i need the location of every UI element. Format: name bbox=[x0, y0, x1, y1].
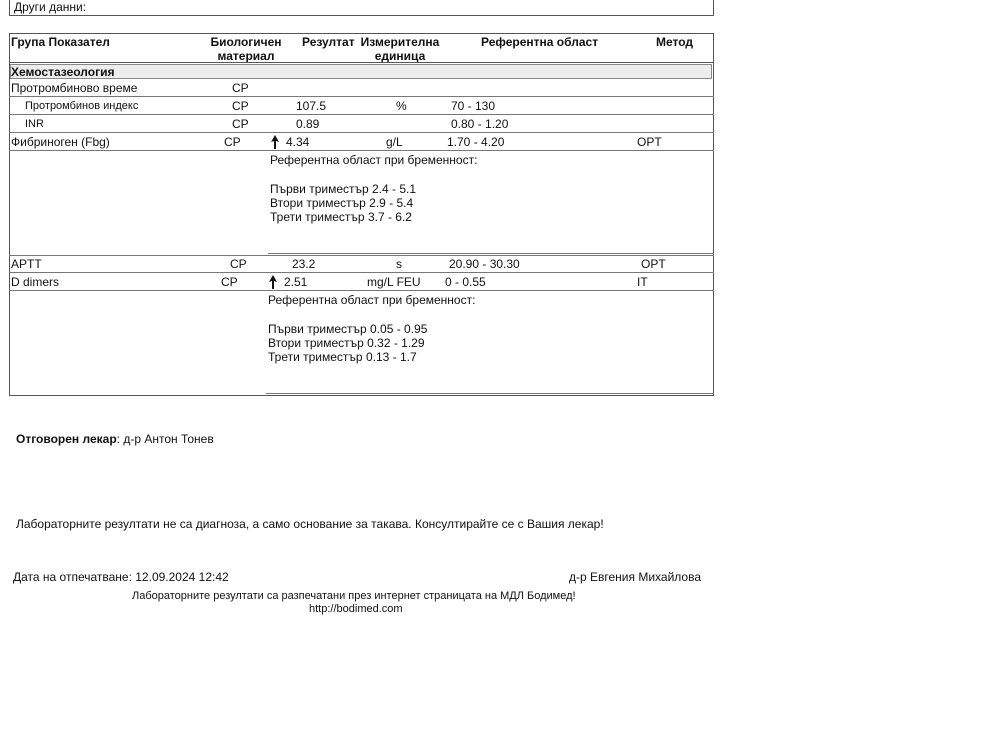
high-value-arrow-icon bbox=[268, 275, 278, 289]
row-divider bbox=[9, 114, 714, 115]
note-title: Референтна област при бременност: bbox=[270, 153, 478, 167]
row-material: СР bbox=[221, 275, 238, 289]
row-name: Фибриноген (Fbg) bbox=[11, 135, 110, 149]
responsible-doctor-name: : д-р Антон Тонев bbox=[116, 432, 214, 446]
section-title: Хемостазеология bbox=[11, 65, 115, 79]
row-material: СР bbox=[224, 135, 241, 149]
header-method: Метод bbox=[656, 35, 694, 49]
print-date: Дата на отпечатване: 12.09.2024 12:42 bbox=[13, 570, 229, 584]
row-unit: mg/L FEU bbox=[367, 275, 421, 289]
row-name: INR bbox=[25, 118, 44, 130]
note-line: Втори триместър 2.9 - 5.4 bbox=[270, 196, 414, 210]
header-group: Група Показател bbox=[11, 35, 110, 49]
footer-url[interactable]: http://bodimed.com bbox=[309, 603, 403, 615]
row-name: APTT bbox=[11, 257, 42, 271]
other-data-box bbox=[9, 0, 714, 16]
row-name: D dimers bbox=[11, 275, 60, 289]
row-reference: 70 - 130 bbox=[451, 99, 496, 113]
note-line: Първи триместър 0.05 - 0.95 bbox=[268, 322, 428, 336]
row-divider bbox=[9, 255, 714, 256]
row-reference: 0.80 - 1.20 bbox=[451, 117, 509, 131]
row-material: СР bbox=[232, 117, 249, 131]
other-data-label: Други данни: bbox=[14, 0, 87, 14]
row-material: СР bbox=[232, 99, 249, 113]
note-line: Трети триместър 3.7 - 6.2 bbox=[270, 210, 412, 224]
row-reference: 20.90 - 30.30 bbox=[449, 257, 520, 271]
row-result: 0.89 bbox=[296, 117, 320, 131]
note-line: Трети триместър 0.13 - 1.7 bbox=[268, 350, 417, 364]
header-reference: Референтна област bbox=[481, 35, 599, 49]
row-unit: g/L bbox=[386, 135, 403, 149]
row-result: 107.5 bbox=[296, 99, 327, 113]
note-line: Първи триместър 2.4 - 5.1 bbox=[270, 182, 417, 196]
note-divider bbox=[266, 393, 714, 394]
row-unit: s bbox=[396, 257, 402, 271]
row-result: 23.2 bbox=[292, 257, 316, 271]
row-material: СР bbox=[232, 81, 249, 95]
row-result: 4.34 bbox=[286, 135, 310, 149]
row-method: OPT bbox=[641, 257, 666, 271]
row-name: Протромбинов индекс bbox=[25, 100, 139, 112]
signature-doctor: д-р Евгения Михайлова bbox=[569, 570, 701, 584]
row-divider bbox=[9, 96, 714, 97]
header-unit bbox=[360, 35, 440, 63]
row-method: IT bbox=[637, 275, 648, 289]
note-divider bbox=[268, 253, 714, 254]
row-divider bbox=[9, 272, 714, 273]
row-material: СР bbox=[230, 257, 247, 271]
row-reference: 1.70 - 4.20 bbox=[447, 135, 505, 149]
row-divider bbox=[9, 290, 714, 291]
header-result: Резултат bbox=[302, 35, 355, 49]
note-line: Втори триместър 0.32 - 1.29 bbox=[268, 336, 425, 350]
row-name: Протромбиново време bbox=[11, 81, 138, 95]
row-reference: 0 - 0.55 bbox=[445, 275, 486, 289]
row-method: OPT bbox=[637, 135, 662, 149]
row-divider bbox=[9, 150, 714, 151]
responsible-doctor bbox=[16, 432, 214, 446]
row-divider bbox=[9, 132, 714, 133]
high-value-arrow-icon bbox=[270, 135, 280, 149]
section-bg bbox=[10, 64, 712, 79]
header-divider bbox=[9, 62, 714, 63]
disclaimer: Лабораторните резултати не са диагноза, а само основание за такава. Консултирайте се с Вашия лекар! bbox=[16, 517, 604, 531]
footer-line: Лабораторните резултати са разпечатани през интернет страницата на МДЛ Бодимед! bbox=[132, 590, 576, 602]
header-material bbox=[206, 35, 286, 63]
note-title: Референтна област при бременност: bbox=[268, 293, 476, 307]
responsible-doctor-label: Отговорен лекар bbox=[16, 432, 117, 446]
header-unit-text: Измерителна единица bbox=[360, 35, 440, 63]
header-material-text: Биологичен материал bbox=[210, 35, 282, 63]
row-unit: % bbox=[396, 99, 407, 113]
row-result: 2.51 bbox=[284, 275, 308, 289]
